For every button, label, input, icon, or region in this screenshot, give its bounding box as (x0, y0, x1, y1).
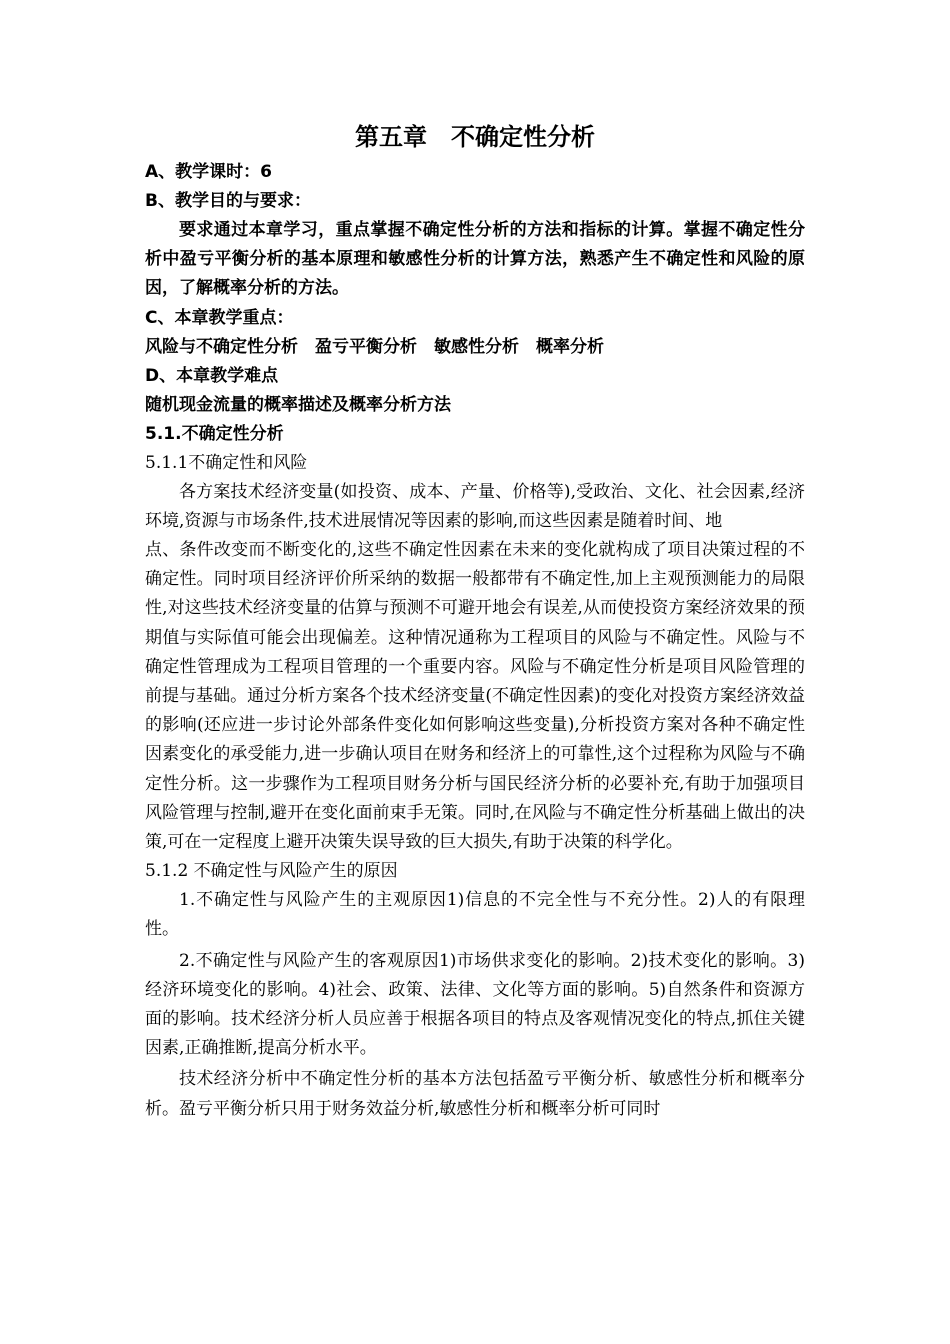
section-5-1-2-heading: 5.1.2 不确定性与风险产生的原因 (145, 861, 398, 882)
section-5-1-heading: 5.1.不确定性分析 (145, 423, 284, 444)
goals-paragraph: 要求通过本章学习，重点掌握不确定性分析的方法和指标的计算。掌握不确定性分析中盈亏平衡分析的基本原理和敏感性分析的计算方法，熟悉产生不确定性和风险的原因，了解概率分析的方法。 (145, 220, 805, 299)
chapter-title: 第五章 不确定性分析 (355, 123, 595, 151)
document-body (145, 118, 805, 1124)
section-5-1-1-heading: 5.1.1不确定性和风险 (145, 452, 308, 473)
difficulties-heading: D、本章教学难点 (145, 365, 279, 386)
key-points-heading: C、本章教学重点： (145, 307, 294, 328)
difficulties: 随机现金流量的概率描述及概率分析方法 (145, 394, 451, 415)
teaching-hours: A、教学课时：6 (145, 162, 272, 182)
key-points: 风险与不确定性分析 盈亏平衡分析 敏感性分析 概率分析 (145, 336, 604, 357)
paragraph-uncertainty-part1: 各方案技术经济变量(如投资、成本、产量、价格等),受政治、文化、社会因素,经济环境,资源与市场条件,技术进展情况等因素的影响,而这些因素是随着时间、地 (145, 481, 805, 531)
paragraph-uncertainty-part2: 点、条件改变而不断变化的,这些不确定性因素在未来的变化就构成了项目决策过程的不确定性。同时项目经济评价所采纳的数据一般都带有不确定性,加上主观预测能力的局限性,对这些技术经济变量的估算与预测不可避开地会有误差,从而使投资方案经济效果的预期值与实际值可能会出现偏差。这种情况通称为工程项目的风险与不确定性。风险与不确定性管理成为工程项目管理的一个重要内容。风险与不确定性分析是项目风险管理的前提与基础。通过分析方案各个技术经济变量(不确定性因素)的变化对投资方案经济效益的影响(还应进一步讨论外部条件变化如何影响这些变量),分析投资方案对各种不确定性因素变化的承受能力,进一步确认项目在财务和经济上的可靠性,这个过程称为风险与不确定性分析。这一步骤作为工程项目财务分析与国民经济分析的必要补充,有助于加强项目风险管理与控制,避开在变化面前束手无策。同时,在风险与不确定性分析基础上做出的决策,可在一定程度上避开决策失误导致的巨大损失,有助于决策的科学化。 (145, 540, 805, 853)
paragraph-subjective-causes: 1.不确定性与风险产生的主观原因1)信息的不完全性与不充分性。2)人的有限理性。 (145, 890, 805, 940)
paragraph-analysis-methods: 技术经济分析中不确定性分析的基本方法包括盈亏平衡分析、敏感性分析和概率分析。盈亏平衡分析只用于财务效益分析,敏感性分析和概率分析可同时 (145, 1069, 805, 1119)
paragraph-objective-causes: 2.不确定性与风险产生的客观原因1)市场供求变化的影响。2)技术变化的影响。3)经济环境变化的影响。4)社会、政策、法律、文化等方面的影响。5)自然条件和资源方面的影响。技术经济分析人员应善于根据各项目的特点及客观情况变化的特点,抓住关键因素,正确推断,提高分析水平。 (145, 950, 805, 1059)
goals-heading: B、教学目的与要求： (145, 191, 311, 211)
